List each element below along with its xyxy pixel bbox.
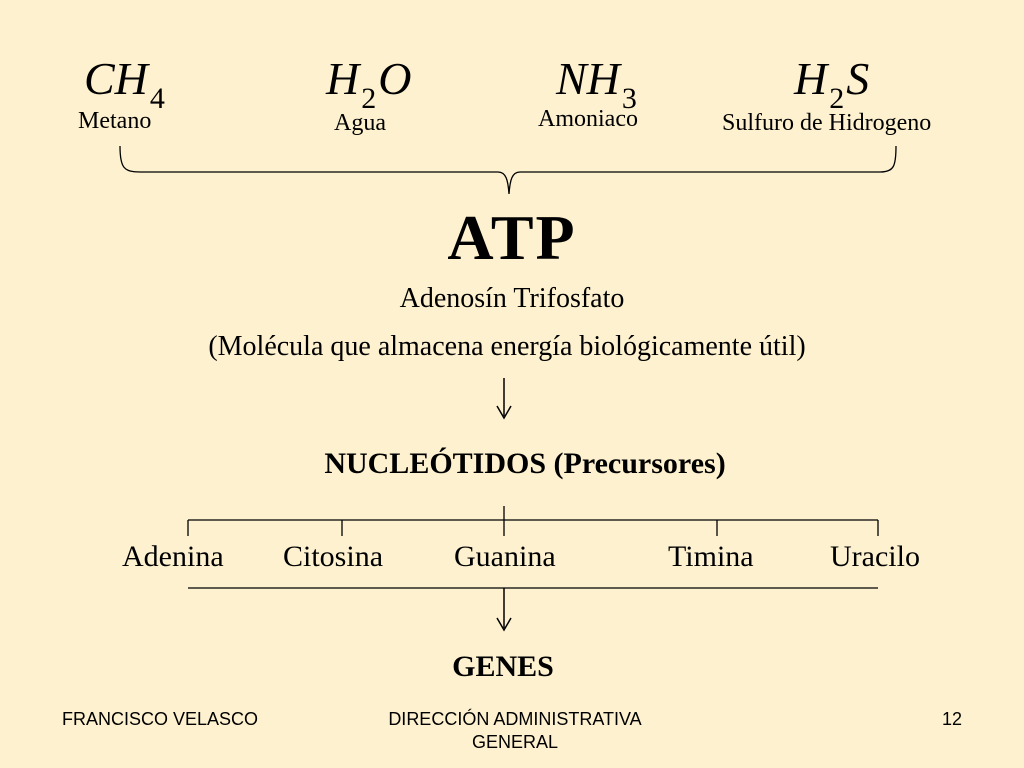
genes-label: GENES xyxy=(452,650,554,683)
footer-author: FRANCISCO VELASCO xyxy=(62,709,259,729)
formula-h2s-symbol: H xyxy=(794,53,828,104)
formula-methane-symbol: CH xyxy=(84,53,148,104)
base-uracilo: Uracilo xyxy=(830,540,920,573)
name-hydrogen-sulfide: Sulfuro de Hidrogeno xyxy=(722,110,932,136)
formula-h2s-subscript: 2 xyxy=(829,82,845,115)
base-citosina: Citosina xyxy=(283,540,384,573)
molecules-brace xyxy=(120,146,896,194)
formula-ammonia xyxy=(556,53,639,115)
formula-ammonia-symbol: NH xyxy=(556,53,620,104)
atp-subtitle: Adenosín Trifosfato xyxy=(399,283,625,314)
name-ammonia: Amoniaco xyxy=(538,106,638,132)
nucleotides-label: NUCLEÓTIDOS (Precursores) xyxy=(324,447,726,480)
name-water: Agua xyxy=(334,110,386,136)
formula-water-subscript: 2 xyxy=(361,82,377,115)
base-guanina: Guanina xyxy=(454,540,556,573)
atp-title: ATP xyxy=(447,202,577,273)
footer-department-line1: DIRECCIÓN ADMINISTRATIVA xyxy=(388,709,642,729)
name-methane: Metano xyxy=(78,108,152,134)
footer-department-line2: GENERAL xyxy=(471,732,559,753)
formula-water-suffix: O xyxy=(378,53,412,104)
formula-methane-subscript: 4 xyxy=(149,82,165,115)
footer-page-number: 12 xyxy=(942,709,963,729)
formula-hydrogen-sulfide xyxy=(794,53,870,115)
footer-department xyxy=(340,708,690,755)
atp-description: (Molécula que almacena energía biológicamente útil) xyxy=(208,331,806,362)
formula-water xyxy=(326,53,412,115)
formula-water-symbol: H xyxy=(326,53,360,104)
formula-ammonia-subscript: 3 xyxy=(621,82,637,115)
base-adenina: Adenina xyxy=(122,540,224,573)
formula-methane xyxy=(84,53,167,115)
base-timina: Timina xyxy=(668,540,754,573)
formula-h2s-suffix: S xyxy=(846,53,870,104)
